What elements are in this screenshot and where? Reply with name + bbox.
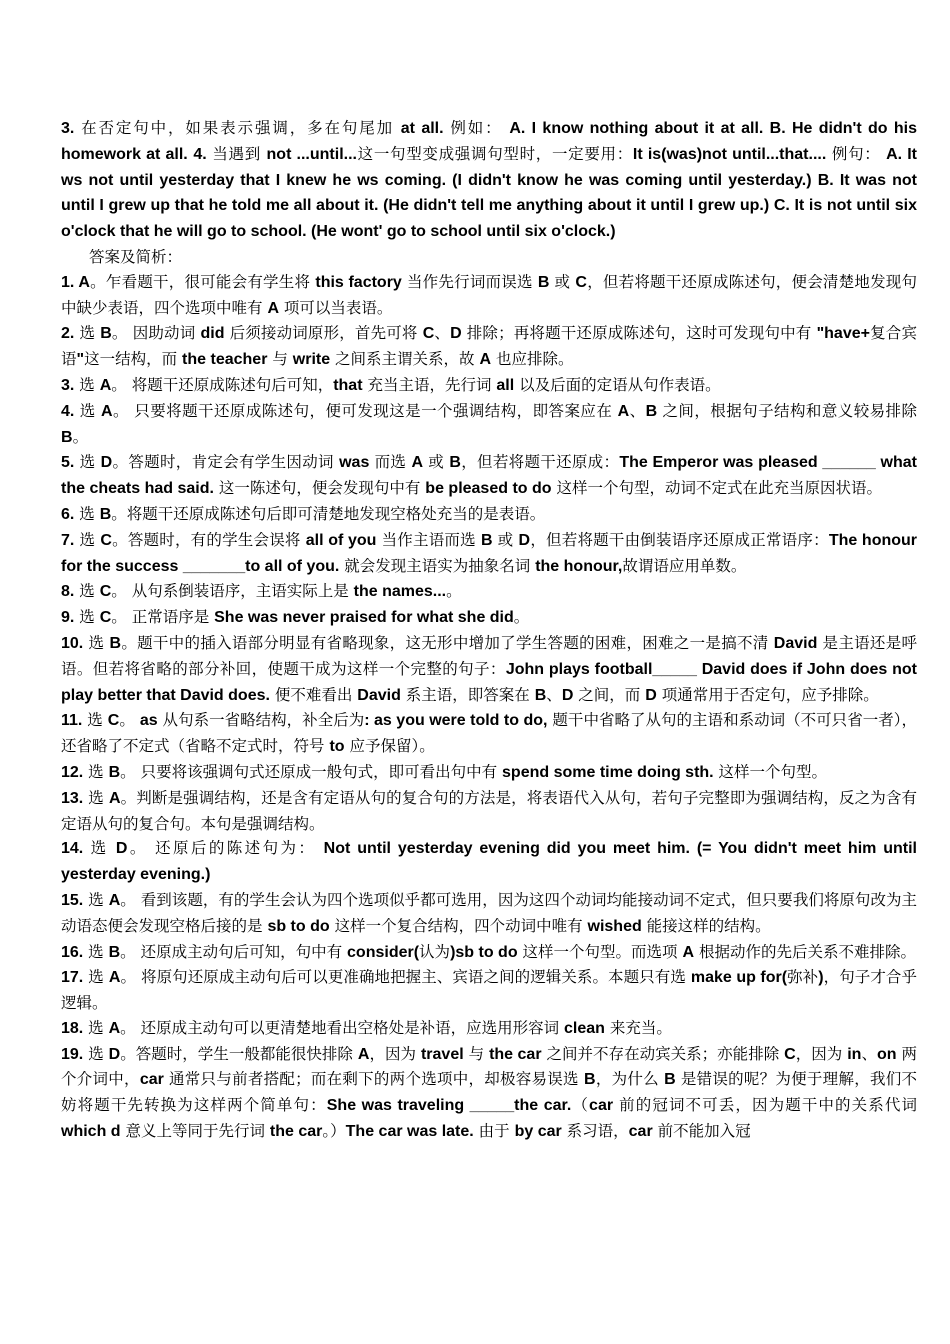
text-run: 、 bbox=[434, 324, 451, 343]
text-run: 选 bbox=[83, 633, 110, 652]
bold-text-run: A bbox=[479, 351, 492, 369]
bold-text-run: It is(was)not until...that.... bbox=[632, 145, 827, 163]
bold-text-run: write bbox=[292, 351, 331, 369]
text-run: 、 bbox=[546, 685, 562, 704]
text-run: 项可以当表语。 bbox=[279, 298, 393, 317]
text-run: 充当主语，先行词 bbox=[362, 375, 497, 394]
answer-paragraph bbox=[61, 373, 917, 399]
bold-text-run: B bbox=[480, 531, 493, 549]
bold-text-run: 8. bbox=[61, 583, 75, 601]
bold-text-run: A bbox=[267, 299, 279, 317]
bold-text-run: A bbox=[617, 402, 630, 420]
text-run: 这样一个句型，动词不定式在此充当原因状语。 bbox=[551, 479, 882, 498]
bold-text-run: A bbox=[108, 969, 121, 987]
bold-text-run: clean bbox=[564, 1019, 605, 1037]
bold-text-run: that bbox=[333, 376, 363, 394]
text-run: 选 bbox=[83, 788, 109, 807]
bold-text-run: the honour, bbox=[535, 557, 623, 575]
bold-text-run: 13. bbox=[61, 789, 84, 807]
answer-paragraph bbox=[61, 786, 917, 837]
bold-text-run: wished bbox=[587, 917, 642, 935]
text-run: 。 将题干还原成陈述句后可知， bbox=[111, 375, 334, 394]
bold-text-run: 9. bbox=[61, 609, 75, 627]
answer-paragraph bbox=[61, 1042, 917, 1145]
bold-text-run: B bbox=[99, 505, 112, 523]
text-run: 或 bbox=[549, 272, 576, 291]
bold-text-run: A bbox=[411, 454, 424, 472]
text-run: 由于 bbox=[473, 1122, 515, 1141]
bold-text-run: John plays football_____ David does if John does not play better that David does. bbox=[61, 660, 917, 704]
text-run: 选 bbox=[74, 453, 101, 472]
bold-text-run: B bbox=[109, 634, 122, 652]
answer-paragraph bbox=[61, 116, 917, 245]
text-run: ，但若将题干还原成： bbox=[460, 453, 620, 472]
bold-text-run: 4. bbox=[193, 145, 207, 163]
answer-paragraph bbox=[61, 631, 917, 708]
text-run: 之间系主谓关系，故 bbox=[330, 350, 480, 369]
text-run: ，因为 bbox=[795, 1044, 848, 1063]
text-run: 这样一个复合结构，四个动词中唯有 bbox=[329, 916, 588, 935]
bold-text-run: B bbox=[108, 763, 121, 781]
text-run: 选 bbox=[74, 608, 100, 627]
bold-text-run: A bbox=[682, 943, 695, 961]
text-run: 之间，根据句子结构和意义较易排除 bbox=[657, 401, 917, 420]
text-run: 。将题干还原成陈述句后即可清楚地发现空格处充当的是表语。 bbox=[111, 504, 546, 523]
answer-paragraph bbox=[61, 708, 917, 760]
bold-text-run: as bbox=[139, 712, 158, 730]
bold-text-run: the teacher bbox=[182, 351, 268, 369]
text-run: ，但若将题干还原成陈述句，便会清楚地发现句中缺少表语，四个选项中唯有 bbox=[61, 272, 918, 317]
text-run: 。 将原句还原成主动句后可以更准确地把握主、宾语之间的逻辑关系。本题只有选 bbox=[120, 968, 691, 987]
text-run: 两个介词中， bbox=[61, 1044, 917, 1089]
bold-text-run: B bbox=[100, 325, 112, 343]
bold-text-run: David bbox=[357, 686, 401, 704]
text-run: ，为什么 bbox=[595, 1070, 665, 1089]
text-run: 。 正常语序是 bbox=[111, 608, 215, 627]
bold-text-run: D bbox=[645, 686, 657, 704]
bold-text-run: B bbox=[664, 1071, 676, 1089]
text-run: 前的冠词不可丢，因为题干中的关系代词 bbox=[613, 1096, 917, 1115]
bold-text-run: B bbox=[537, 273, 550, 291]
text-run: 。 因助动词 bbox=[111, 324, 201, 343]
bold-text-run: : as you were told to do, bbox=[364, 712, 548, 730]
bold-text-run: B bbox=[645, 402, 658, 420]
bold-text-run: B bbox=[584, 1071, 596, 1089]
answer-paragraph bbox=[61, 502, 917, 528]
bold-text-run: car bbox=[139, 1071, 164, 1089]
text-run: 。题干中的插入语部分明显有省略现象，这无形中增加了学生答题的困难，困难之一是搞不清 bbox=[121, 633, 774, 652]
text-run: 。答题时，学生一般都能很快排除 bbox=[120, 1044, 358, 1063]
text-run: 根据动作的先后关系不难排除。 bbox=[694, 942, 916, 961]
bold-text-run: D bbox=[561, 686, 574, 704]
bold-text-run: A bbox=[357, 1045, 370, 1063]
text-run: 选 bbox=[74, 375, 100, 394]
text-run: 。 只要将题干还原成陈述句，便可发现这是一个强调结构，即答案应在 bbox=[112, 401, 618, 420]
text-run: 。） bbox=[322, 1122, 346, 1141]
bold-text-run: A bbox=[108, 789, 121, 807]
text-run: 选 bbox=[83, 968, 109, 987]
answer-paragraph bbox=[61, 760, 917, 786]
bold-text-run: 19. bbox=[61, 1045, 84, 1063]
text-run: 这一结构，而 bbox=[84, 350, 183, 369]
text-run: 通常只与前者搭配；而在剩下的两个选项中，却极容易误选 bbox=[163, 1070, 585, 1089]
bold-text-run: C bbox=[422, 325, 435, 343]
bold-text-run: D bbox=[518, 531, 531, 549]
bold-text-run: The honour for the success _______to all of you. bbox=[61, 531, 918, 575]
bold-text-run: 7. bbox=[61, 531, 75, 549]
bold-text-run: B bbox=[108, 943, 121, 961]
bold-text-run: The car was late. bbox=[345, 1123, 474, 1141]
text-run: 。 bbox=[446, 582, 462, 601]
bold-text-run: all of you bbox=[305, 531, 377, 549]
answer-paragraph bbox=[61, 1016, 917, 1042]
text-run: 。 从句系倒装语序，主语实际上是 bbox=[111, 582, 354, 601]
bold-text-run: this factory bbox=[315, 273, 402, 291]
text-run: 复合宾语 bbox=[61, 324, 917, 369]
text-run: 这样一个句型。而选项 bbox=[517, 942, 683, 961]
bold-text-run: all bbox=[496, 376, 515, 394]
bold-text-run: which d bbox=[61, 1123, 121, 1141]
bold-text-run: D bbox=[450, 325, 462, 343]
text-run: 能接这样的结构。 bbox=[641, 916, 771, 935]
text-run: 故谓语应用单数。 bbox=[622, 556, 747, 575]
bold-text-run: )sb to do bbox=[450, 943, 518, 961]
bold-text-run: spend some time doing sth. bbox=[502, 763, 714, 781]
text-run: 题干中省略了从句的主语和系动词（不可只省一者），还省略了不定式（省略不定式时，符号 bbox=[61, 711, 918, 756]
text-run: 例如： bbox=[443, 119, 510, 137]
answer-paragraph bbox=[61, 888, 917, 940]
bold-text-run: B bbox=[61, 428, 73, 446]
bold-text-run: 1. A bbox=[61, 273, 90, 291]
bold-text-run: at all. bbox=[400, 120, 444, 137]
text-run: 来充当。 bbox=[604, 1018, 672, 1037]
text-run: 。 看到该题，有的学生会认为四个选项似乎都可选用，因为这四个动词均能接动词不定式，但只要我们将原句改为主动语态便会发现空格后接的是 bbox=[61, 890, 917, 935]
bold-text-run: D bbox=[115, 840, 128, 858]
bold-text-run: travel bbox=[420, 1045, 464, 1063]
text-run: ，因为 bbox=[369, 1044, 421, 1063]
bold-text-run: C bbox=[575, 273, 587, 291]
text-run: 。 还原成主动句可以更清楚地看出空格处是补语，应选用形容词 bbox=[120, 1018, 565, 1037]
text-run: 选 bbox=[74, 530, 101, 549]
bold-text-run: 16. bbox=[61, 943, 84, 961]
text-run: 选 bbox=[74, 324, 101, 343]
bold-text-run: D bbox=[100, 454, 113, 472]
text-run: 选 bbox=[83, 1018, 109, 1037]
text-run: 。 还原成主动句后可知，句中有 bbox=[120, 942, 348, 961]
bold-text-run: 3. bbox=[61, 376, 75, 394]
answer-paragraph bbox=[61, 605, 917, 631]
text-run: 选 bbox=[83, 839, 116, 858]
bold-text-run: C bbox=[99, 609, 112, 627]
answer-paragraph bbox=[61, 940, 917, 966]
text-run: 系习语， bbox=[561, 1122, 629, 1141]
bold-text-run: She was traveling _____the car. bbox=[326, 1097, 572, 1115]
bold-text-run: A. It ws not until yesterday that I knew he ws coming. (I didn't know he was coming until yesterday.) B. It was not until I grew up that he told me all about it. (He didn't tell me anything about it until I grew up.) C. It is not until six o'clock that he will go to school. (He wont' go to school until six o'clock.) bbox=[61, 145, 918, 241]
text-run: 当作先行词而误选 bbox=[401, 272, 538, 291]
section-heading bbox=[61, 245, 917, 270]
answer-paragraph bbox=[61, 528, 917, 580]
bold-text-run: 12. bbox=[61, 763, 84, 781]
bold-text-run: 17. bbox=[61, 969, 84, 987]
bold-text-run: in bbox=[847, 1045, 862, 1063]
text-run: ，句子才合乎逻辑。 bbox=[61, 968, 918, 1013]
text-run: 。乍看题干，很可能会有学生将 bbox=[89, 272, 316, 291]
bold-text-run: by car bbox=[514, 1123, 562, 1141]
answer-paragraph bbox=[61, 450, 917, 502]
text-run: 从句系一省略结构，补全后为 bbox=[157, 711, 365, 730]
text-run: 或 bbox=[492, 530, 519, 549]
text-run: 以及后面的定语从句作表语。 bbox=[514, 375, 721, 394]
text-run: 而选 bbox=[369, 453, 412, 472]
text-run: 。 还原后的陈述句为： bbox=[127, 839, 324, 858]
answer-paragraph bbox=[61, 321, 917, 373]
bold-text-run: David bbox=[773, 634, 818, 652]
bold-text-run: ) bbox=[818, 969, 824, 987]
text-run: 意义上等同于先行词 bbox=[120, 1122, 270, 1141]
text-run: 选 bbox=[83, 1044, 109, 1063]
answer-paragraph bbox=[61, 270, 917, 322]
bold-text-run: did bbox=[200, 325, 225, 343]
text-run: 便不难看出 bbox=[269, 685, 358, 704]
bold-text-run: 14. bbox=[61, 840, 84, 858]
bold-text-run: 6. bbox=[61, 505, 75, 523]
text-run: 、 bbox=[629, 401, 646, 420]
bold-text-run: 2. bbox=[61, 325, 75, 343]
text-run: 与 bbox=[267, 350, 293, 369]
bold-text-run: D bbox=[108, 1045, 121, 1063]
bold-text-run: 15. bbox=[61, 891, 84, 909]
bold-text-run: B bbox=[534, 686, 547, 704]
text-run: 。判断是强调结构，还是含有定语从句的复合句的方法是，将表语代入从句，若句子完整即为强调结构，反之为含有定语从句的复合句。本句是强调结构。 bbox=[61, 788, 917, 833]
answer-paragraph bbox=[61, 836, 917, 888]
bold-text-run: 10. bbox=[61, 634, 84, 652]
text-run: 前不能加入冠 bbox=[652, 1122, 751, 1141]
bold-text-run: 5. bbox=[61, 454, 75, 472]
bold-text-run: make up for( bbox=[690, 969, 788, 987]
text-run: 选 bbox=[83, 890, 109, 909]
bold-text-run: C bbox=[107, 712, 120, 730]
text-run: 。 只要将该强调句式还原成一般句式，即可看出句中有 bbox=[120, 762, 503, 781]
text-run: 。 bbox=[119, 711, 140, 730]
bold-text-run: sb to do bbox=[267, 917, 330, 935]
bold-text-run: the car bbox=[269, 1123, 323, 1141]
bold-text-run: She was never praised for what she did bbox=[214, 609, 514, 627]
bold-text-run: not ...until... bbox=[266, 145, 357, 163]
answer-paragraph bbox=[61, 579, 917, 605]
text-run: 选 bbox=[82, 711, 108, 730]
bold-text-run: 11. bbox=[61, 712, 83, 730]
text-run: 与 bbox=[463, 1044, 490, 1063]
text-run: 之间并不存在动宾关系；亦能排除 bbox=[541, 1044, 785, 1063]
text-run: 。 bbox=[513, 608, 530, 627]
text-run: 、 bbox=[861, 1044, 877, 1063]
bold-text-run: A bbox=[99, 376, 112, 394]
text-run: 后须接动词原形，首先可将 bbox=[224, 324, 423, 343]
text-run: 这一句型变成强调句型时，一定要用： bbox=[356, 144, 633, 163]
bold-text-run: C bbox=[100, 531, 112, 549]
text-run: 之间，而 bbox=[573, 685, 646, 704]
text-run: 选 bbox=[83, 942, 109, 961]
bold-text-run: to bbox=[329, 738, 345, 756]
bold-text-run: consider( bbox=[347, 943, 420, 961]
text-run: ，但若将题干由倒装语序还原成正常语序： bbox=[530, 530, 829, 549]
text-run: 。 bbox=[72, 427, 89, 446]
bold-text-run: the names... bbox=[353, 583, 447, 601]
bold-text-run: "have+ bbox=[816, 325, 870, 343]
text-run: 是主语还是呼语。但若将省略的部分补回，使题干成为这样一个完整的句子： bbox=[61, 633, 917, 678]
bold-text-run: Not until yesterday evening did you meet him. (= You didn't meet him until yesterday evening.) bbox=[61, 840, 918, 884]
bold-text-run: on bbox=[876, 1045, 897, 1063]
bold-text-run: car bbox=[589, 1097, 614, 1115]
bold-text-run: The Emperor was pleased ______ what the cheats had said. bbox=[61, 454, 917, 498]
bold-text-run: A bbox=[101, 402, 113, 420]
text-run: 应予保留）。 bbox=[344, 737, 435, 756]
text-run: 选 bbox=[74, 401, 101, 420]
text-run: 项通常用于否定句，应予排除。 bbox=[656, 685, 879, 704]
text-run: 选 bbox=[74, 582, 100, 601]
text-run: 。答题时，有的学生会误将 bbox=[111, 530, 306, 549]
text-run: 排除；再将题干还原成陈述句，这时可发现句中有 bbox=[461, 324, 817, 343]
text-run: （ bbox=[571, 1096, 590, 1115]
answer-paragraph bbox=[61, 965, 917, 1016]
bold-text-run: 4. bbox=[61, 402, 75, 420]
bold-text-run: be pleased to do bbox=[425, 480, 552, 498]
text-run: 是错误的呢？为便于理解，我们不妨将题干先转换为这样两个简单句： bbox=[61, 1070, 917, 1115]
text-run: 当作主语而选 bbox=[376, 530, 481, 549]
text-run: 答案及简析： bbox=[89, 247, 183, 266]
bold-text-run: " bbox=[76, 351, 85, 369]
bold-text-run: 3. bbox=[61, 120, 75, 137]
bold-text-run: the car bbox=[489, 1045, 542, 1063]
answer-paragraph bbox=[61, 399, 917, 451]
text-run: 例句： bbox=[826, 144, 887, 163]
text-run: 在否定句中，如果表示强调，多在句尾加 bbox=[74, 119, 401, 137]
text-run: 当遇到 bbox=[206, 144, 267, 163]
text-run: 认为 bbox=[419, 942, 451, 961]
text-run: 。答题时，肯定会有学生因动词 bbox=[112, 453, 340, 472]
bold-text-run: C bbox=[784, 1045, 796, 1063]
bold-text-run: 18. bbox=[61, 1019, 84, 1037]
text-run: 或 bbox=[423, 453, 450, 472]
bold-text-run: A bbox=[108, 891, 121, 909]
text-run: 就会发现主语实为抽象名词 bbox=[339, 556, 536, 575]
text-run: 这一陈述句，便会发现句中有 bbox=[213, 479, 426, 498]
text-run: 也应排除。 bbox=[491, 350, 574, 369]
bold-text-run: was bbox=[339, 454, 370, 472]
text-run: 弥补 bbox=[787, 968, 819, 987]
text-run: 选 bbox=[83, 762, 109, 781]
document-page bbox=[61, 116, 917, 1145]
text-run: 这样一个句型。 bbox=[713, 762, 828, 781]
bold-text-run: car bbox=[628, 1123, 653, 1141]
bold-text-run: C bbox=[99, 583, 112, 601]
bold-text-run: A. I know nothing about it at all. B. He didn't do his homework at all. bbox=[61, 120, 917, 163]
text-run: 系主语，即答案在 bbox=[400, 685, 535, 704]
bold-text-run: A bbox=[108, 1019, 121, 1037]
text-run: 选 bbox=[74, 504, 100, 523]
bold-text-run: B bbox=[449, 454, 461, 472]
